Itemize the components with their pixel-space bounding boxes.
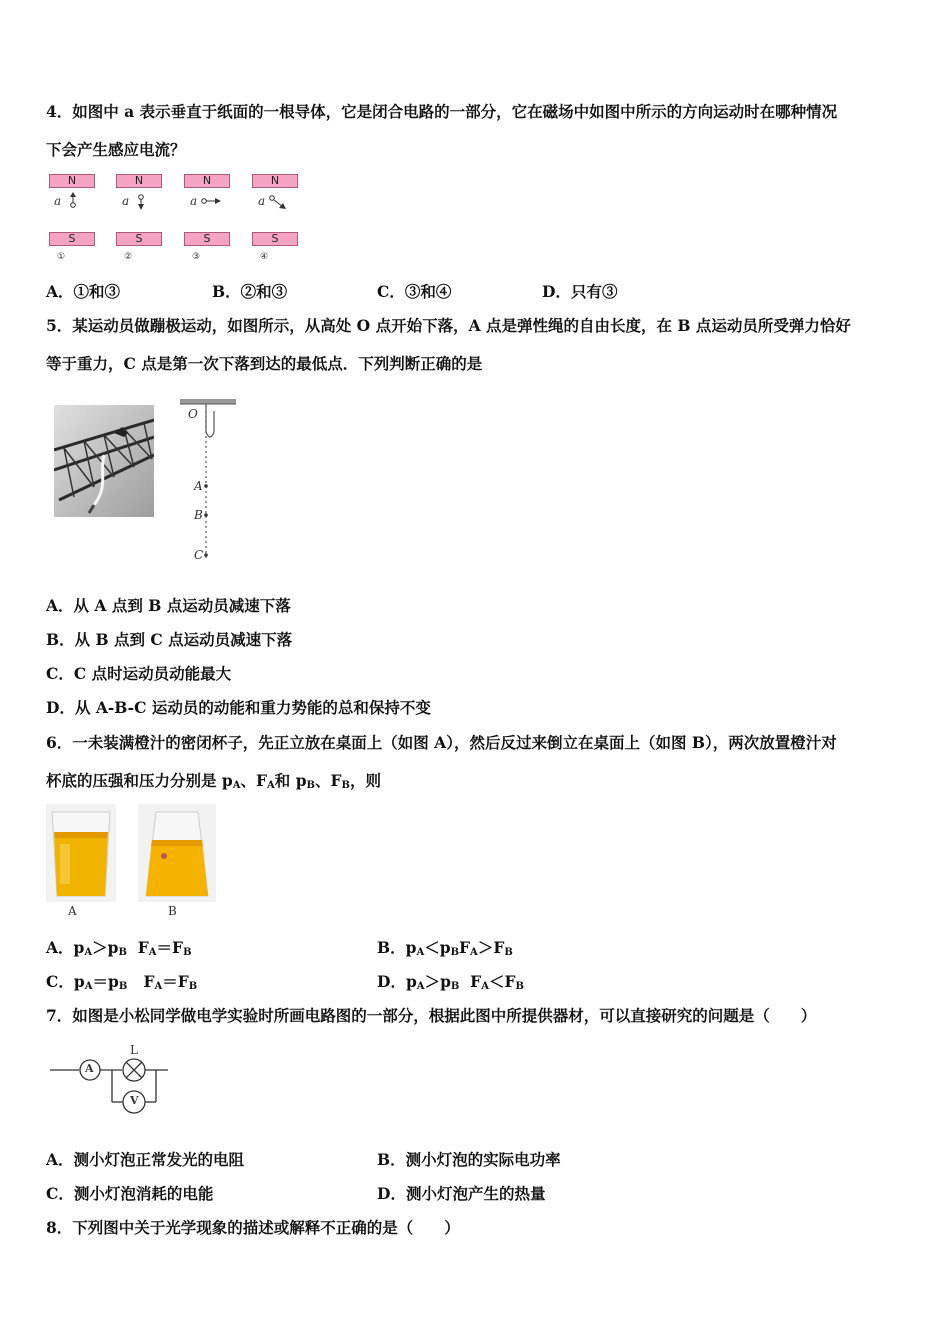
point-a: A xyxy=(194,479,203,493)
sub: A xyxy=(148,947,157,958)
lamp-label: L xyxy=(130,1043,138,1057)
q4-stem-line1: 4．如图中 a 表示垂直于纸面的一根导体，它是闭合电路的一部分，它在磁场中如图中所示的方向运动时在哪种情况 xyxy=(46,102,838,121)
q5-stem-line1: 5．某运动员做蹦极运动，如图所示，从高处 O 点开始下落，A 点是弹性绳的自由长度，在 B 点运动员所受弹力恰好 xyxy=(46,316,851,335)
q6-cup-photos xyxy=(46,804,218,922)
q5-option-b[interactable]: B．从 B 点到 C 点运动员减速下落 xyxy=(46,630,293,649)
q6-sub-b1: B xyxy=(306,780,315,791)
q6-stem-end: ，则 xyxy=(349,771,381,790)
opt-letter: C． xyxy=(46,972,74,991)
label-3: ③ xyxy=(192,252,201,262)
sub: B xyxy=(118,947,127,958)
q7-option-a[interactable]: A．测小灯泡正常发光的电阻 xyxy=(46,1150,245,1169)
voltmeter-label: V xyxy=(130,1094,139,1107)
q6-option-d[interactable] xyxy=(377,972,524,997)
magnet-n-1: N xyxy=(49,174,95,188)
conductor-a-3: a xyxy=(190,194,198,208)
q4-stem-line2: 下会产生感应电流？ xyxy=(46,140,186,159)
sym-gt: ＞ xyxy=(92,938,108,957)
sub: B xyxy=(118,981,128,992)
opt-letter: A． xyxy=(46,938,74,957)
cup-b-photo xyxy=(138,804,216,902)
magnet-s-4: S xyxy=(252,232,298,246)
cup-a-photo xyxy=(46,804,116,902)
sym-f: F xyxy=(177,972,189,991)
magnet-s-1: S xyxy=(49,232,95,246)
magnet-s-3: S xyxy=(184,232,230,246)
q5-option-c[interactable]: C．C 点时运动员动能最大 xyxy=(46,664,232,683)
sym-f: F xyxy=(172,938,184,957)
sub: A xyxy=(84,981,93,992)
magnet-n-4: N xyxy=(252,174,298,188)
sym-f: F xyxy=(143,972,155,991)
sub: B xyxy=(504,947,513,958)
sym-f: F xyxy=(470,972,482,991)
sym-p: p xyxy=(107,972,119,991)
q4-option-d[interactable]: D．只有③ xyxy=(542,282,618,301)
sub: B xyxy=(188,981,198,992)
q4-option-a[interactable]: A．①和③ xyxy=(46,282,121,301)
q5-option-a[interactable]: A．从 A 点到 B 点运动员减速下落 xyxy=(46,596,291,615)
q6-stem-line2 xyxy=(46,771,381,796)
q5-stem-line2: 等于重力，C 点是第一次下落到达的最低点．下列判断正确的是 xyxy=(46,354,483,373)
sym-p: p xyxy=(405,938,417,957)
q6-stem-mid3: 、F xyxy=(314,771,342,790)
q6-option-b[interactable] xyxy=(377,938,513,963)
q6-sub-b2: B xyxy=(341,780,350,791)
sym-f: F xyxy=(493,938,505,957)
magnet-n-2: N xyxy=(116,174,162,188)
label-1: ① xyxy=(57,252,66,262)
cup-label-b: B xyxy=(168,904,177,918)
sub: A xyxy=(84,947,93,958)
q6-sub-a2: A xyxy=(267,780,275,791)
sym-f: F xyxy=(137,938,149,957)
arrow-down-icon xyxy=(134,192,148,210)
sub: A xyxy=(481,981,489,992)
arrow-diagonal-icon xyxy=(268,194,288,210)
sym-p: p xyxy=(73,972,85,991)
bungee-photo xyxy=(54,405,154,517)
q7-option-b[interactable]: B．测小灯泡的实际电功率 xyxy=(377,1150,561,1169)
sub: A xyxy=(154,981,163,992)
opt-letter: B． xyxy=(377,938,406,957)
label-2: ② xyxy=(124,252,133,262)
cup-label-a: A xyxy=(68,904,77,918)
point-b: B xyxy=(194,508,203,522)
arrow-up-icon xyxy=(66,192,80,210)
conductor-a-1: a xyxy=(54,194,62,208)
q5-option-d[interactable]: D．从 A-B-C 运动员的动能和重力势能的总和保持不变 xyxy=(46,698,431,717)
sub: B xyxy=(450,947,460,958)
sym-p: p xyxy=(73,938,85,957)
sym-eq: ＝ xyxy=(156,938,173,957)
q4-option-c[interactable]: C．③和④ xyxy=(377,282,452,301)
q6-stem-line1: 6．一未装满橙汁的密闭杯子，先正立放在桌面上（如图 A），然后反过来倒立在桌面上（如图 B），两次放置橙汁对 xyxy=(46,733,837,752)
sym-p: p xyxy=(107,938,119,957)
sym-p: p xyxy=(440,972,451,991)
q4-magnet-figure xyxy=(46,172,306,267)
sym-f: F xyxy=(459,938,471,957)
circuit-lines xyxy=(50,1042,172,1116)
q6-option-a[interactable] xyxy=(46,938,192,963)
q4-option-b[interactable]: B．②和③ xyxy=(212,282,288,301)
label-4: ④ xyxy=(260,252,269,262)
sym-p: p xyxy=(439,938,451,957)
sym-gt: ＞ xyxy=(477,938,494,957)
sub: B xyxy=(515,981,524,992)
sub: B xyxy=(450,981,460,992)
sub: A xyxy=(416,947,425,958)
sym-eq: ＝ xyxy=(162,972,178,991)
opt-letter: D． xyxy=(377,972,406,991)
q7-stem: 7．如图是小松同学做电学实验时所画电路图的一部分，根据此图中所提供器材，可以直接研究的问题是（ ） xyxy=(46,1006,817,1025)
sym-eq: ＝ xyxy=(92,972,108,991)
magnet-n-3: N xyxy=(184,174,230,188)
q6-option-c[interactable] xyxy=(46,972,197,997)
q6-sub-a1: A xyxy=(232,780,241,791)
conductor-a-2: a xyxy=(122,194,130,208)
magnet-s-2: S xyxy=(116,232,162,246)
q6-stem-mid2: 和 p xyxy=(274,771,307,790)
q7-circuit-diagram xyxy=(50,1042,172,1116)
bungee-diagram-lines xyxy=(178,397,244,567)
q6-stem-mid1: 、F xyxy=(240,771,268,790)
ammeter-label: A xyxy=(85,1062,94,1075)
sub: A xyxy=(470,947,478,958)
sym-gt: ＞ xyxy=(424,972,441,991)
sym-lt: ＜ xyxy=(424,938,440,957)
conductor-a-4: a xyxy=(258,194,266,208)
sub: A xyxy=(416,981,425,992)
sym-lt: ＜ xyxy=(488,972,505,991)
bungee-diagram xyxy=(178,397,244,567)
sym-p: p xyxy=(405,972,417,991)
sym-f: F xyxy=(504,972,516,991)
q6-stem-pre: 杯底的压强和压力分别是 p xyxy=(46,771,233,790)
point-c: C xyxy=(194,548,204,562)
sub: B xyxy=(183,947,192,958)
arrow-right-icon xyxy=(200,196,222,206)
point-o: O xyxy=(188,407,198,421)
q8-stem: 8．下列图中关于光学现象的描述或解释不正确的是（ ） xyxy=(46,1218,460,1237)
q7-option-d[interactable]: D．测小灯泡产生的热量 xyxy=(377,1184,546,1203)
q7-option-c[interactable]: C．测小灯泡消耗的电能 xyxy=(46,1184,214,1203)
